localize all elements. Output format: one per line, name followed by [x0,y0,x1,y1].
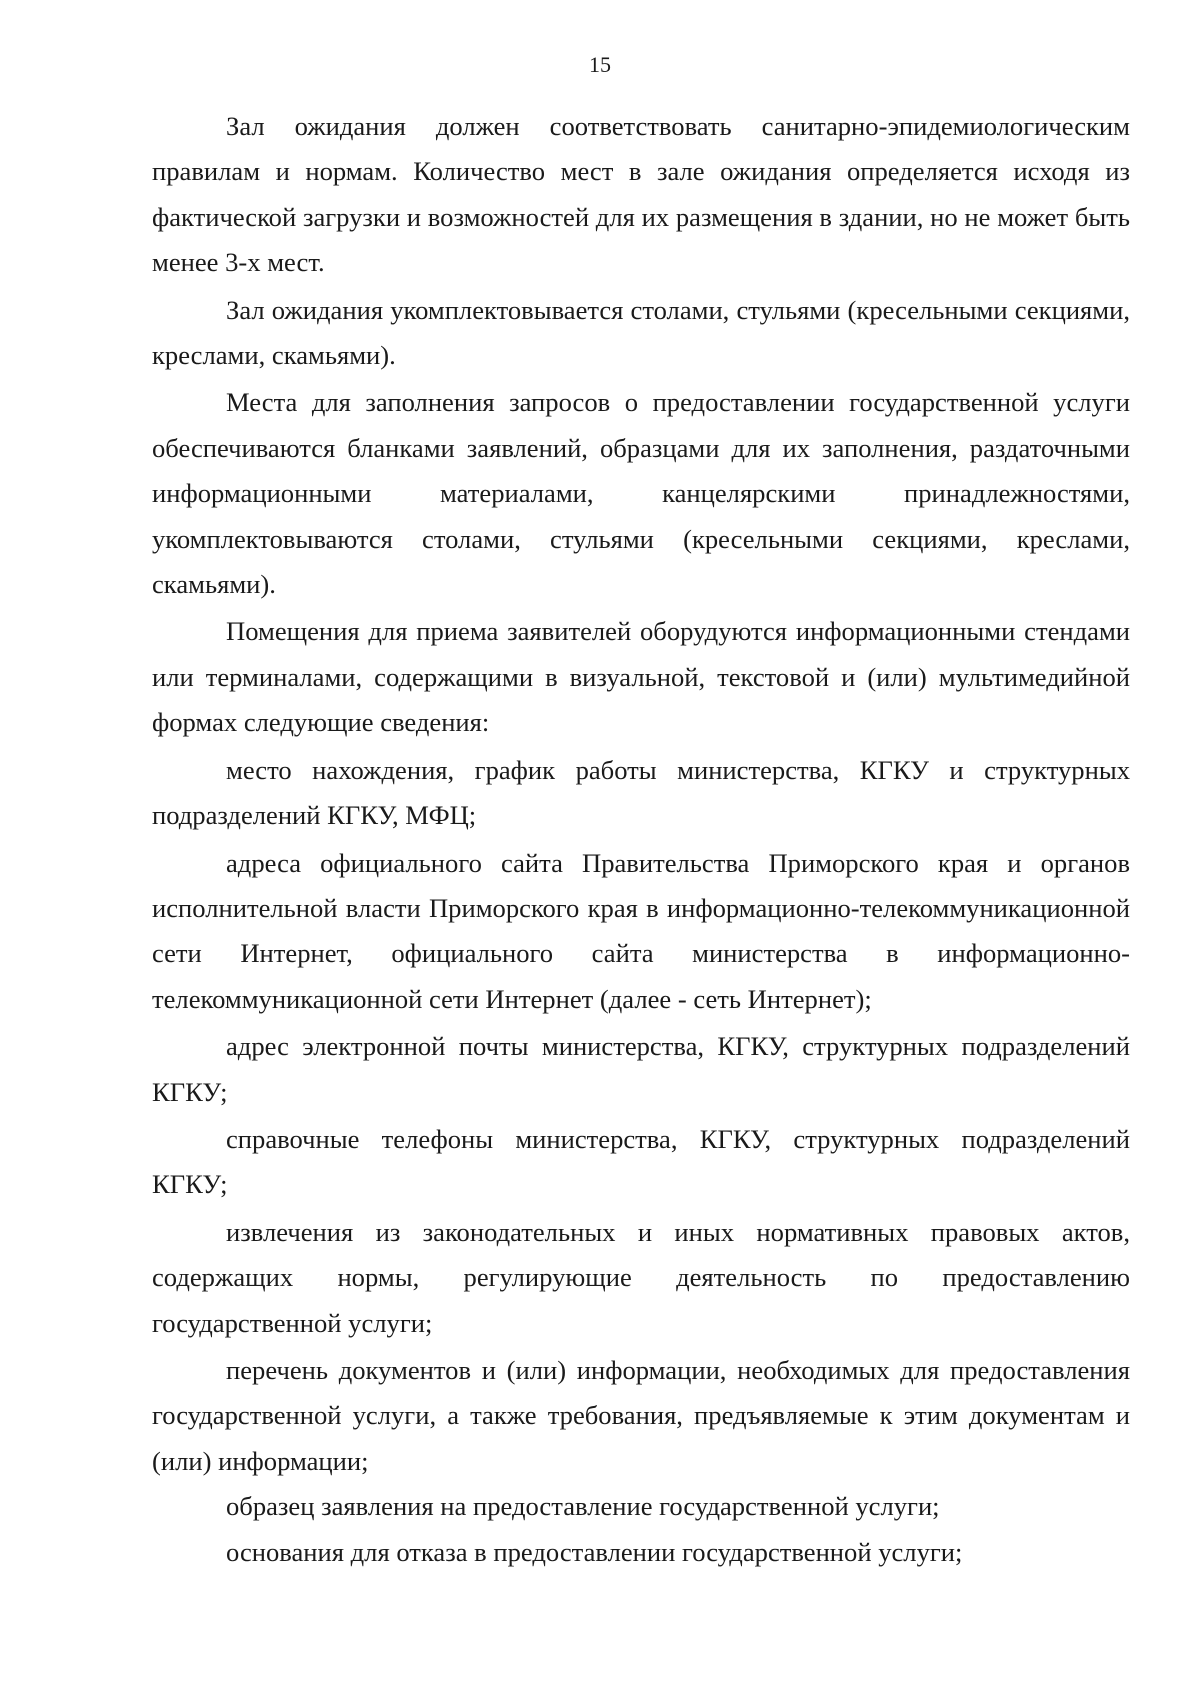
list-item-refusal-grounds: основания для отказа в предоставлении государственной услуги; [226,1536,963,1567]
paragraph-information-stands: Помещения для приема заявителей оборудуются информационными стендами или терминалами, содержащими в визуальной, текстовой и (или) мультимедийной формах следующие сведения: [152,616,1130,738]
list-item-location-schedule: место нахождения, график работы министерства, КГКУ и структурных подразделений КГКУ, МФЦ; [152,754,1130,831]
list-item-required-documents: перечень документов и (или) информации, необходимых для предоставления государственной услуги, а также требования, предъявляемые к этим документам и (или) информации; [152,1354,1130,1476]
list-item-legal-extracts: извлечения из законодательных и иных нормативных правовых актов, содержащих нормы, регулирующие деятельность по предоставлению государственной услуги; [152,1216,1130,1338]
paragraph-request-filling-places: Места для заполнения запросов о предоставлении государственной услуги обеспечиваются бланками заявлений, образцами для их заполнения, раздаточными информационными материалами, канцелярскими принадлежностями, укомплектовываются столами, стульями (кресельными секциями, креслами, скамьями). [152,387,1130,600]
page-number: 15 [589,52,611,77]
list-item-website-addresses: адреса официального сайта Правительства Приморского края и органов исполнительной власти Приморского края в информационно-телекоммуникационной сети Интернет, официального сайта министерства в информационно-телекоммуникационной сети Интернет (далее - сеть Интернет); [152,847,1130,1014]
list-item-reference-phones: справочные телефоны министерства, КГКУ, структурных подразделений КГКУ; [152,1123,1130,1200]
document-body [152,104,1130,1575]
list-item-application-sample: образец заявления на предоставление государственной услуги; [226,1491,940,1522]
list-item-email-address: адрес электронной почты министерства, КГКУ, структурных подразделений КГКУ; [152,1031,1130,1107]
paragraph-waiting-hall-norms: Зал ожидания должен соответствовать санитарно-эпидемиологическим правилам и нормам. Количество мест в зале ожидания определяется исходя из фактической загрузки и возможностей для их размещения в здании, но не может быть менее 3-х мест. [152,111,1130,278]
paragraph-waiting-hall-furniture: Зал ожидания укомплектовывается столами, стульями (кресельными секциями, креслами, скамьями). [152,294,1130,371]
